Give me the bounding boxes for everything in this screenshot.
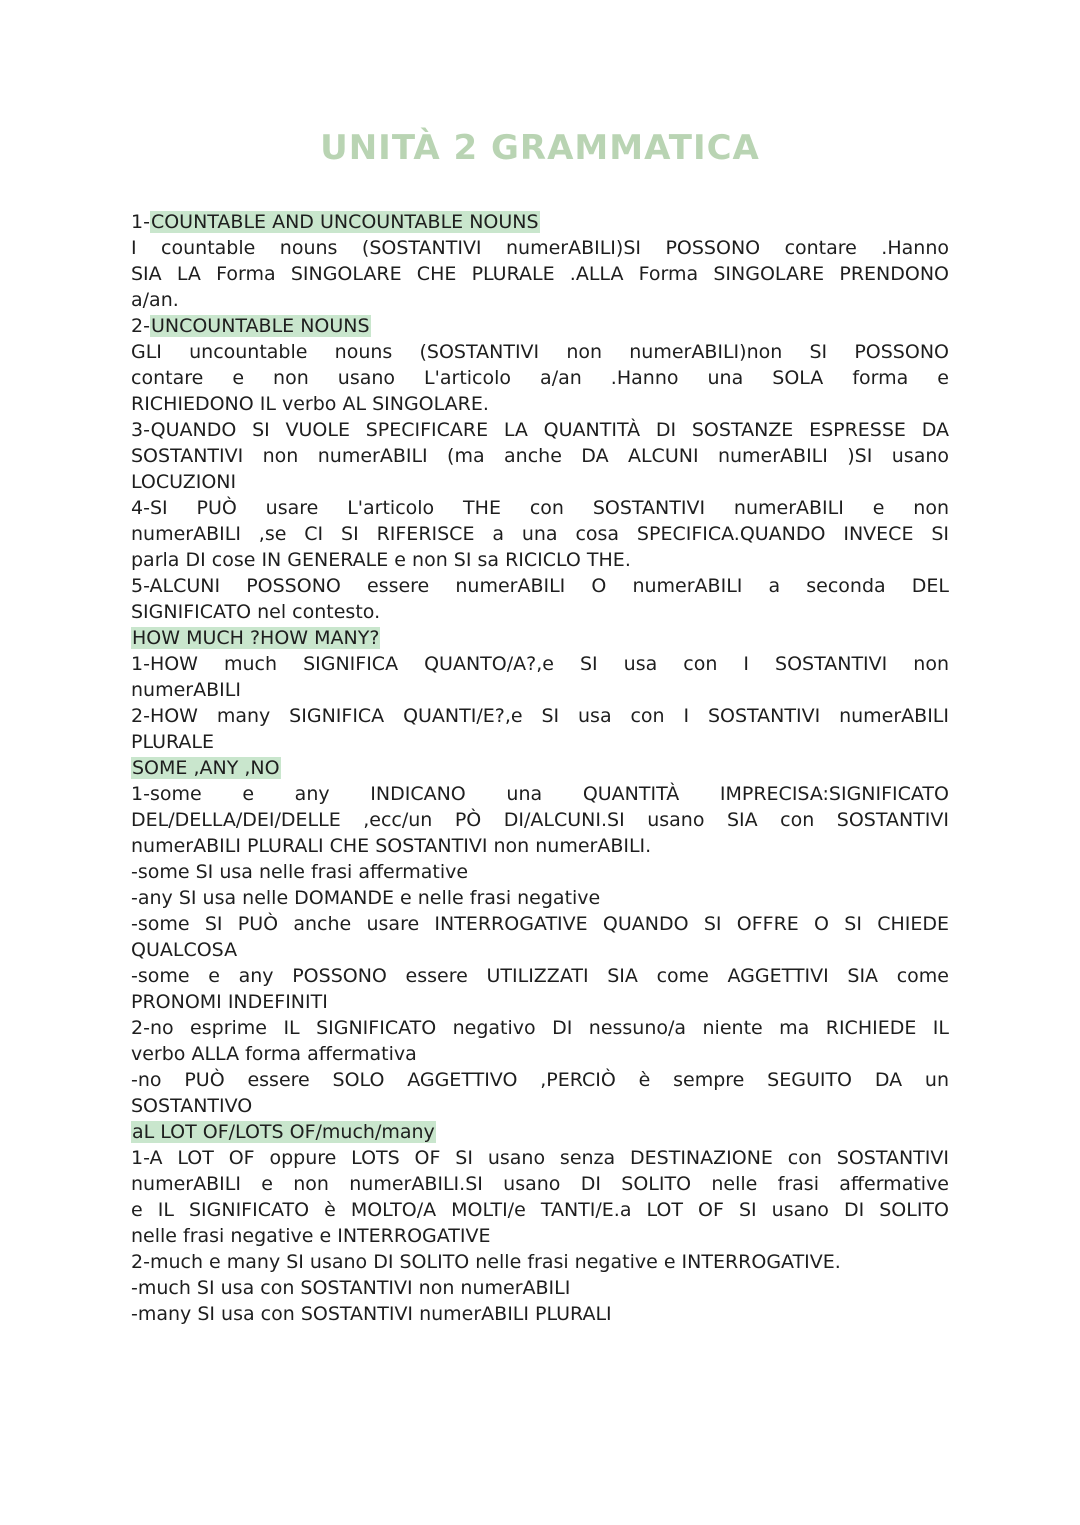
text-line: SIA LA Forma SINGOLARE CHE PLURALE .ALLA Forma SINGOLARE PRENDONO — [131, 263, 949, 285]
section-heading — [131, 1119, 949, 1145]
page-title: UNITÀ 2 GRAMMATICA — [320, 128, 760, 168]
text-line: contare e non usano L'articolo a/an .Hanno una SOLA forma e — [131, 367, 949, 389]
text-line: verbo ALLA forma affermativa — [131, 1043, 417, 1065]
text-line: -some e any POSSONO essere UTILIZZATI SIA come AGGETTIVI SIA come — [131, 965, 949, 987]
text-line: DEL/DELLA/DEI/DELLE ,ecc/un PÒ DI/ALCUNI.SI usano SIA con SOSTANTIVI — [131, 809, 949, 831]
text-line: PLURALE — [131, 731, 215, 753]
section-heading — [131, 625, 949, 651]
section-heading — [131, 755, 949, 781]
text-line: 1-A LOT OF oppure LOTS OF SI usano senza DESTINAZIONE con SOSTANTIVI — [131, 1147, 949, 1169]
text-line: SIGNIFICATO nel contesto. — [131, 601, 381, 623]
text-line: GLI uncountable nouns (SOSTANTIVI non numerABILI)non SI POSSONO — [131, 341, 949, 363]
text-line: 5-ALCUNI POSSONO essere numerABILI O numerABILI a seconda DEL — [131, 575, 949, 597]
highlighted-heading: HOW MUCH ?HOW MANY? — [132, 627, 380, 649]
text-line: I countable nouns (SOSTANTIVI numerABILI)SI POSSONO contare .Hanno — [131, 237, 949, 259]
text-line: PRONOMI INDEFINITI — [131, 991, 328, 1013]
text-line: SOSTANTIVI non numerABILI (ma anche DA ALCUNI numerABILI )SI usano — [131, 445, 949, 467]
document-body — [131, 209, 949, 1327]
text-line: 3-QUANDO SI VUOLE SPECIFICARE LA QUANTITÀ DI SOSTANZE ESPRESSE DA — [131, 419, 949, 441]
text-line: numerABILI — [131, 679, 241, 701]
text-line: 2-much e many SI usano DI SOLITO nelle frasi negative e INTERROGATIVE. — [131, 1251, 841, 1273]
heading-number: 1- — [131, 211, 150, 233]
text-line: numerABILI e non numerABILI.SI usano DI SOLITO nelle frasi affermative — [131, 1173, 949, 1195]
text-line: -no PUÒ essere SOLO AGGETTIVO ,PERCIÒ è sempre SEGUITO DA un — [131, 1069, 949, 1091]
text-line: 1-some e any INDICANO una QUANTITÀ IMPRECISA:SIGNIFICATO — [131, 783, 949, 805]
text-line: -much SI usa con SOSTANTIVI non numerABILI — [131, 1277, 571, 1299]
text-line: 4-SI PUÒ usare L'articolo THE con SOSTANTIVI numerABILI e non — [131, 497, 949, 519]
text-line: numerABILI PLURALI CHE SOSTANTIVI non numerABILI. — [131, 835, 652, 857]
highlighted-heading: aL LOT OF/LOTS OF/much/many — [132, 1121, 435, 1143]
text-line: -some SI PUÒ anche usare INTERROGATIVE QUANDO SI OFFRE O SI CHIEDE — [131, 913, 949, 935]
text-line: QUALCOSA — [131, 939, 238, 961]
text-line: nelle frasi negative e INTERROGATIVE — [131, 1225, 491, 1247]
text-line: 2-no esprime IL SIGNIFICATO negativo DI nessuno/a niente ma RICHIEDE IL — [131, 1017, 949, 1039]
section-heading — [131, 209, 949, 235]
heading-number: 2- — [131, 315, 150, 337]
text-line: 1-HOW much SIGNIFICA QUANTO/A?,e SI usa con I SOSTANTIVI non — [131, 653, 949, 675]
text-line: -some SI usa nelle frasi affermative — [131, 861, 469, 883]
text-line: SOSTANTIVO — [131, 1095, 253, 1117]
highlighted-heading: UNCOUNTABLE NOUNS — [150, 315, 370, 337]
text-line: LOCUZIONI — [131, 471, 237, 493]
text-line: -many SI usa con SOSTANTIVI numerABILI PLURALI — [131, 1303, 612, 1325]
highlighted-heading: SOME ,ANY ,NO — [132, 757, 280, 779]
highlighted-heading: COUNTABLE AND UNCOUNTABLE NOUNS — [150, 211, 539, 233]
text-line: RICHIEDONO IL verbo AL SINGOLARE. — [131, 393, 489, 415]
text-line: e IL SIGNIFICATO è MOLTO/A MOLTI/e TANTI/E.a LOT OF SI usano DI SOLITO — [131, 1199, 949, 1221]
text-line: -any SI usa nelle DOMANDE e nelle frasi negative — [131, 887, 601, 909]
section-heading — [131, 313, 949, 339]
text-line: 2-HOW many SIGNIFICA QUANTI/E?,e SI usa con I SOSTANTIVI numerABILI — [131, 705, 949, 727]
text-line: parla DI cose IN GENERALE e non SI sa RICICLO THE. — [131, 549, 631, 571]
text-line: a/an. — [131, 289, 179, 311]
text-line: numerABILI ,se CI SI RIFERISCE a una cosa SPECIFICA.QUANDO INVECE SI — [131, 523, 949, 545]
